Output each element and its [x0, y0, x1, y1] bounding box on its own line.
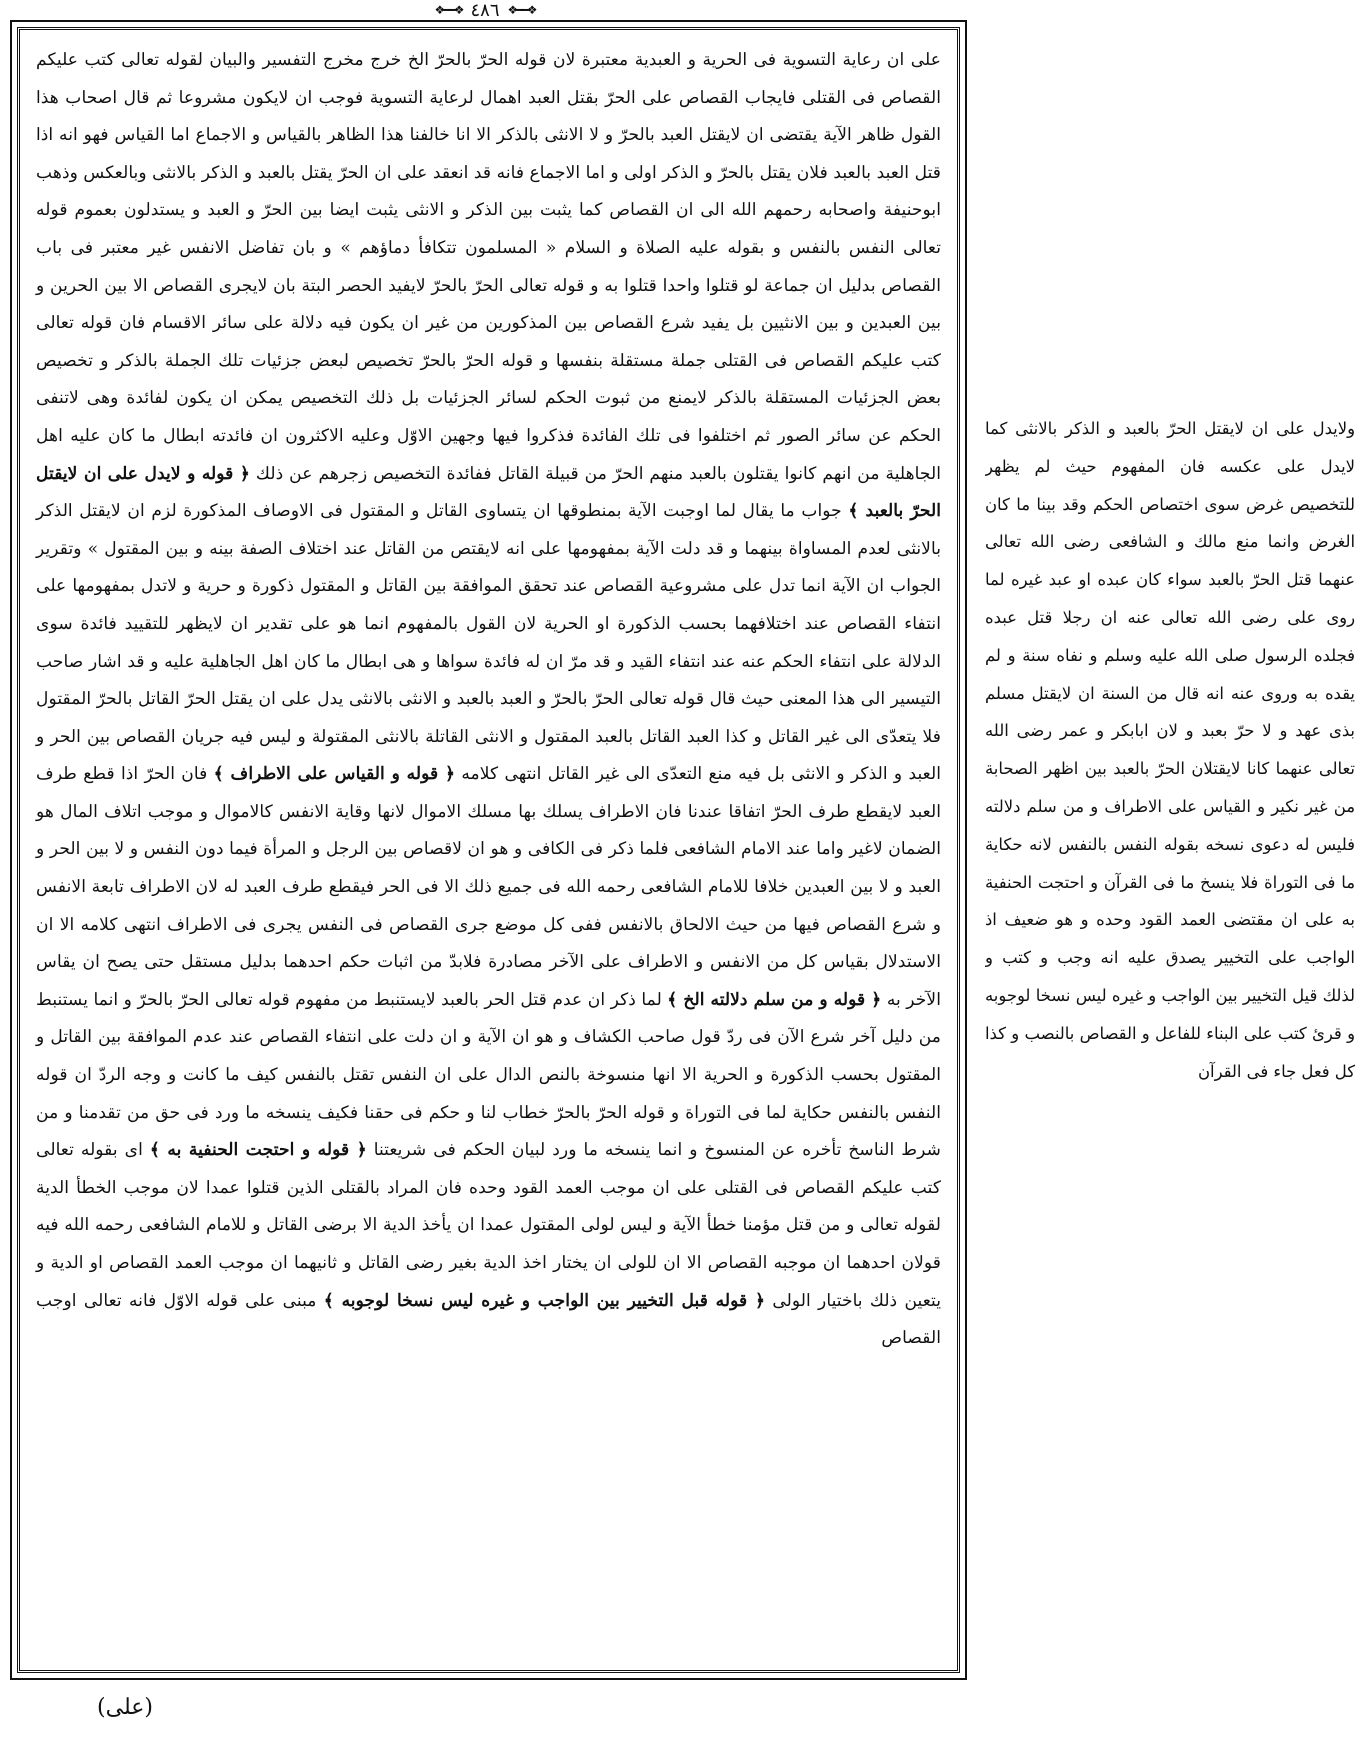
lemma-heading-4: ﴿ قوله و احتجت الحنفية به ﴾ [149, 1140, 367, 1161]
catchword: (على) [97, 1695, 153, 1720]
lemma-heading-3: ﴿ قوله و من سلم دلالته الخ ﴾ [667, 989, 882, 1010]
lemma-heading-2: ﴿ قوله و القياس على الاطراف ﴾ [213, 764, 456, 785]
margin-base-text: ولايدل على ان لايقتل الحرّ بالعبد و الذكر بالانثى كما لايدل على عكسه فان المفهوم حيث لم يظهر للتخصيص غرض سوى اختصاص الحكم وقد بينا ما كان الغرض وانما منع مالك و الشافعى رضى الله تعالى عنهما قتل الحرّ بالعبد سواء كان عبده او عبد غيره لما روى على رضى الله تعالى عنه ان رجلا قتل عبده فجلده الرسول صلى الله عليه وسلم و نفاه سنة و لم يقده به وروى عنه انه قال من السنة ان لايقتل مسلم بذى عهد و لا حرّ بعبد و لان ابابكر و عمر رضى الله تعالى عنهما كانا لايقتلان الحرّ بالعبد بين اظهر الصحابة من غير نكير و القياس على الاطراف و من سلم دلالته فليس له دعوى نسخه بقوله النفس بالنفس لانه حكاية ما فى التوراة فلا ينسخ ما فى القرآن و احتجت الحنفية به على ان مقتضى العمد القود وحده و هو ضعيف اذ الواجب على التخيير يصدق عليه انه وجب و كتب و لذلك قيل التخيير بين الواجب و غيره ليس نسخا لوجوبه و قرئ كتب على البناء للفاعل و القصاص بالنصب و كذا كل فعل جاء فى القرآن [985, 419, 1355, 1081]
main-text-inner-frame [17, 27, 960, 1673]
page-number-header [390, 0, 580, 20]
lemma-heading-5: ﴿ قوله قبل التخيير بين الواجب و غيره ليس نسخا لوجوبه ﴾ [323, 1290, 766, 1311]
main-commentary-text [36, 42, 941, 1358]
paragraph-1: على ان رعاية التسوية فى الحرية و العبدية معتبرة لان قوله الحرّ بالحرّ الخ خرج مخرج التفسير والبيان لقوله تعالى كتب عليكم القصاص فى القتلى فايجاب القصاص على الحرّ بقتل العبد اهمال لرعاية التسوية فوجب ان لايكون مشروعا ثم قال اصحاب هذا القول ظاهر الآية يقتضى ان لايقتل العبد بالحرّ و لا الانثى بالذكر الا انا خالفنا هذا الظاهر بالقياس و الاجماع اما القياس فهو انه اذا قتل العبد بالعبد فلان يقتل بالحرّ و الذكر اولى و اما الاجماع فانه قد انعقد على ان الحرّ يقتل بالعبد و الذكر بالانثى وبالعكس وذهب ابوحنيفة واصحابه رحمهم الله الى ان القصاص كما يثبت بين الذكر و الانثى يثبت ايضا بين الحرّ و العبد و يستدلون بعموم قوله تعالى النفس بالنفس و بقوله عليه الصلاة و السلام « المسلمون تتكافأ دماؤهم » و بان تفاضل الانفس غير معتبر فى باب القصاص بدليل ان جماعة لو قتلوا واحدا قتلوا به و قوله تعالى الحرّ بالحرّ لايفيد الحصر البتة بان لايجرى القصاص الا بين الحرين و بين العبدين و بين الانثيين بل يفيد شرع القصاص بين المذكورين من غير ان يكون فيه دلالة على سائر الاقسام فان قوله تعالى كتب عليكم القصاص فى القتلى جملة مستقلة بنفسها و قوله الحرّ بالحرّ تخصيص لبعض جزئيات تلك الجملة بالذكر و تخصيص بعض الجزئيات المستقلة بالذكر لايمنع من ثبوت الحكم لسائر الجزئيات بل ذلك التخصيص يمكن ان يكون لفائدة وهى لاتنفى الحكم عن سائر الصور ثم اختلفوا فى تلك الفائدة فذكروا فيها وجهين الاوّل وعليه الاكثرون ان فائدته ابطال ما كان عليه اهل الجاهلية من انهم كانوا يقتلون بالعبد منهم الحرّ من قبيلة القاتل ففائدة التخصيص زجرهم عن ذلك [36, 50, 941, 484]
page-number: ٤٨٦ [470, 0, 500, 21]
main-text-frame [10, 20, 967, 1680]
right-ornament-icon: ❖━━❖ [434, 3, 463, 17]
paragraph-3: فان الحرّ اذا قطع طرف العبد لايقطع طرف الحرّ اتفاقا عندنا فان الاطراف يسلك بها مسلك الاموال لانها وقاية الانفس كالاموال و موجب اتلاف المال هو الضمان لاغير واما عند الامام الشافعى فلما ذكر فى الكافى و هو ان لاقصاص بين الرجل و المرأة فيما دون النفس و لا بين الحر و العبد و لا بين العبدين خلافا للامام الشافعى رحمه الله فى جميع ذلك الا فى الحر فيقطع طرف العبد له لان الاطراف تابعة الانفس و شرع القصاص فيها من حيث الالحاق بالانفس ففى كل موضع جرى القصاص فى النفس يجرى فى الاطراف انتهى كلامه الا ان الاستدلال بقياس كل من الانفس و الاطراف على الآخر مصادرة فلابدّ من اثبات حكم احدهما بدليل مستقل حتى يصح ان يقاس الآخر به [36, 764, 941, 1010]
lemma-heading-1: ﴿ قوله و لايدل على ان لايقتل الحرّ بالعبد ﴾ [36, 463, 941, 522]
paragraph-6: مبنى على قوله الاوّل فانه تعالى اوجب القصاص [36, 1290, 941, 1349]
paragraph-2: جواب ما يقال لما اوجبت الآية بمنطوقها ان يتساوى القاتل و المقتول فى الاوصاف المذكورة لزم ان لايقتل الذكر بالانثى لعدم المساواة بينهما و قد دلت الآية بمفهومها على انه لايقتص من القاتل عند اختلاف الصفة بينه و بين المقتول » وتقرير الجواب ان الآية انما تدل على مشروعية القصاص عند تحقق الموافقة بين القاتل و المقتول ذكورة و حرية و لاتدل بمفهومها على انتفاء القصاص عند اختلافهما بحسب الذكورة او الحرية لان القول بالمفهوم انما هو على تقدير ان لايظهر للتقييد فائدة سوى الدلالة على انتفاء الحكم عنه عند انتفاء القيد و قد مرّ ان له فائدة سواها و هى ابطال ما كان اهل الجاهلية عليه و قد اشار صاحب التيسير الى هذا المعنى حيث قال قوله تعالى الحرّ بالحرّ و العبد بالعبد و الانثى بالانثى يدل على ان يقتل الحرّ القاتل بالحرّ المقتول فلا يتعدّى الى غير القاتل و كذا العبد القاتل بالعبد المقتول و الانثى القاتلة بالانثى المقتولة و ليس فيه جريان القصاص بين الحر و العبد و الذكر و الانثى بل فيه منع التعدّى الى غير القاتل انتهى كلامه [36, 501, 941, 785]
paragraph-4: لما ذكر ان عدم قتل الحر بالعبد لايستنبط من مفهوم قوله تعالى الحرّ بالحرّ و انما يستنبط من دليل آخر شرع الآن فى ردّ قول صاحب الكشاف و هو ان الآية و ان دلت على انتفاء القصاص عند عدم الموافقة بين القاتل و المقتول بحسب الذكورة و الحرية الا انها منسوخة بالنص الدال على ان النفس تقتل بالنفس كيف ما كانت و وجه الردّ ان قوله النفس بالنفس حكاية لما فى التوراة و قوله الحرّ بالحرّ خطاب لنا و حكم فى حقنا فكيف ينسخه ما ورد فى حق من تقدمنا و من شرط الناسخ تأخره عن المنسوخ و انما ينسخه ما ورد لبيان الحكم فى شريعتنا [36, 989, 942, 1161]
paragraph-5: اى بقوله تعالى كتب عليكم القصاص فى القتلى على ان موجب العمد القود وحده فان المراد بالقتلى الذين قتلوا عمدا لان موجب الخطأ الدية لقوله تعالى و من قتل مؤمنا خطأ الآية و ليس لولى المقتول عمدا ان يأخذ الدية الا برضى القاتل و للامام الشافعى رحمه الله فيه قولان احدهما ان موجبه القصاص الا ان للولى ان يختار اخذ الدية بغير رضى القاتل و ثانيهما ان موجب العمد القصاص او الدية و يتعين ذلك باختيار الولى [36, 1140, 941, 1311]
left-ornament-icon: ❖━━❖ [507, 3, 536, 17]
